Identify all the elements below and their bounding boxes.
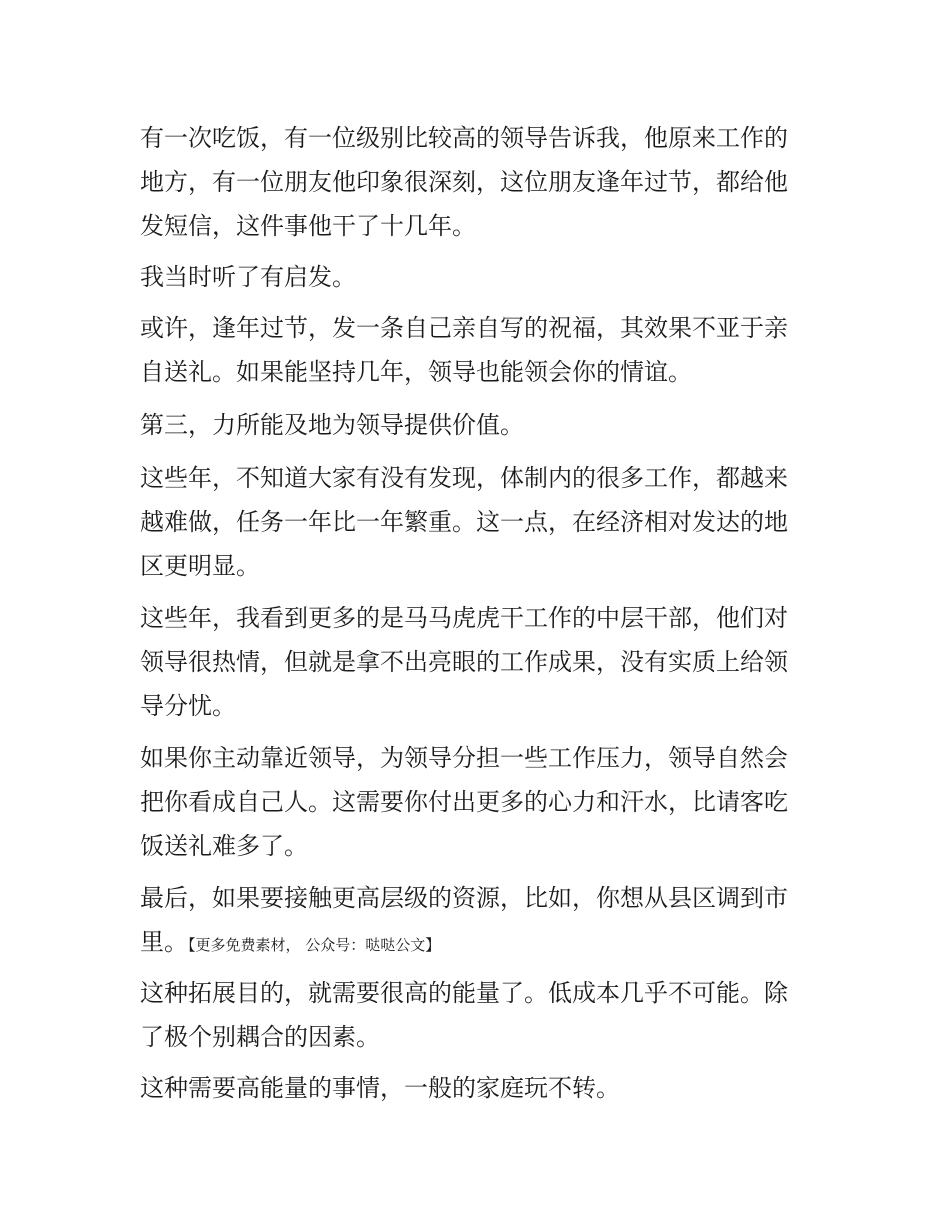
text-line: 里。 [140,928,188,956]
paragraph-2 [140,255,820,299]
text-line: 区更明显。 [140,552,260,580]
text-line: 这种需要高能量的事情，一般的家庭玩不转。 [140,1074,620,1102]
paragraph-8 [140,876,820,964]
text-line: 饭送礼难多了。 [140,832,308,860]
text-line: 有一次吃饭，有一位级别比较高的领导告诉我，他原来工作的 [140,124,788,152]
text-line: 我当时听了有启发。 [140,263,356,291]
text-line: 越难做，任务一年比一年繁重。这一点，在经济相对发达的地 [140,508,788,536]
text-line: 发短信，这件事他干了十几年。 [140,212,476,240]
text-line: 这些年，我看到更多的是马马虎虎干工作的中层干部，他们对 [140,604,788,632]
text-line: 导分忧。 [140,692,236,720]
text-line: 如果你主动靠近领导，为领导分担一些工作压力，领导自然会 [140,744,788,772]
paragraph-9 [140,971,820,1059]
text-line: 把你看成自己人。这需要你付出更多的心力和汗水，比请客吃 [140,788,788,816]
text-line: 地方，有一位朋友他印象很深刻，这位朋友逢年过节，都给他 [140,168,788,196]
text-line: 这些年，不知道大家有没有发现，体制内的很多工作，都越来 [140,464,788,492]
paragraph-6 [140,596,820,728]
text-line: 最后，如果要接触更高层级的资源，比如，你想从县区调到市 [140,884,788,912]
paragraph-4 [140,403,820,447]
text-line: 或许，逢年过节，发一条自己亲自写的祝福，其效果不亚于亲 [140,314,788,342]
text-line: 了极个别耦合的因素。 [140,1023,380,1051]
text-line: 自送礼。如果能坚持几年，领导也能领会你的情谊。 [140,358,692,386]
text-line: 这种拓展目的，就需要很高的能量了。低成本几乎不可能。除 [140,979,788,1007]
promo-note: 【更多免费素材， 公众号：哒哒公文】 [188,936,441,954]
text-line: 第三，力所能及地为领导提供价值。 [140,411,524,439]
paragraph-10 [140,1066,820,1110]
paragraph-3 [140,306,820,394]
paragraph-1 [140,116,820,248]
paragraph-5 [140,456,820,588]
paragraph-7 [140,736,820,868]
text-line: 领导很热情，但就是拿不出亮眼的工作成果，没有实质上给领 [140,648,788,676]
text-line-with-note [140,920,820,964]
